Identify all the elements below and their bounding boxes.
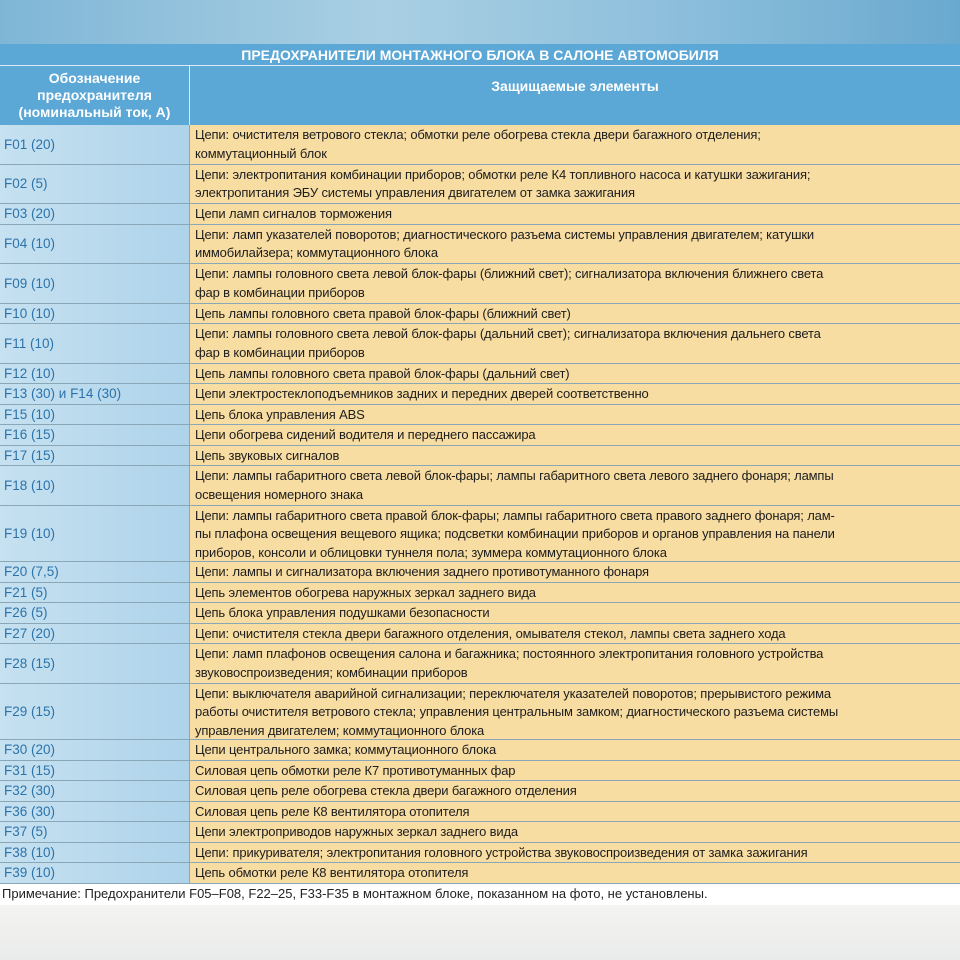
description-line: Цепи: ламп указателей поворотов; диагностического разъема системы управления двигателем; катушки <box>195 226 815 242</box>
protected-elements <box>190 384 960 404</box>
protected-elements <box>190 125 960 164</box>
table-row <box>0 562 960 583</box>
protected-elements <box>190 761 960 781</box>
fuse-designation: F39 (10) <box>0 863 190 883</box>
table-row <box>0 204 960 225</box>
fuse-designation: F03 (20) <box>0 204 190 224</box>
table-row <box>0 802 960 823</box>
table-row <box>0 466 960 506</box>
description-line: Цепи: очистителя ветрового стекла; обмотки реле обогрева стекла двери багажного отделения; <box>195 127 761 142</box>
fuse-designation: F20 (7,5) <box>0 562 190 582</box>
fuse-designation: F38 (10) <box>0 843 190 863</box>
protected-elements <box>190 822 960 842</box>
protected-elements <box>190 684 960 740</box>
table-row <box>0 583 960 604</box>
fuse-designation: F01 (20) <box>0 125 190 164</box>
table-row <box>0 822 960 843</box>
top-background <box>0 0 960 44</box>
description-line: иммобилайзера; коммутационного блока <box>195 245 438 260</box>
description-line: Цепи: электропитания комбинации приборов; обмотки реле К4 топливного насоса и катушки зажигания; <box>195 166 811 182</box>
protected-elements <box>190 364 960 384</box>
bottom-background <box>0 905 960 960</box>
protected-elements <box>190 644 960 683</box>
description-line: фар в комбинации приборов <box>195 344 365 360</box>
description-line: Цепь элементов обогрева наружных зеркал заднего вида <box>195 584 536 600</box>
table-row <box>0 863 960 884</box>
table-header <box>0 66 960 125</box>
fuse-designation: F10 (10) <box>0 304 190 324</box>
protected-elements <box>190 781 960 801</box>
table-row <box>0 364 960 385</box>
fuse-designation: F32 (30) <box>0 781 190 801</box>
table-row <box>0 781 960 802</box>
description-line: Силовая цепь реле обогрева стекла двери багажного отделения <box>195 783 577 798</box>
header-line: предохранителя <box>37 87 152 103</box>
fuse-designation: F37 (5) <box>0 822 190 842</box>
protected-elements <box>190 603 960 623</box>
description-line: коммутационный блок <box>195 145 327 161</box>
header-line: Обозначение <box>48 70 141 86</box>
fuse-designation: F17 (15) <box>0 446 190 466</box>
table-row <box>0 603 960 624</box>
description-line: Цепь звуковых сигналов <box>195 447 340 463</box>
description-line: Цепи: очистителя стекла двери багажного отделения, омывателя стекол, лампы света заднего хода <box>195 625 786 641</box>
description-line: Силовая цепь реле К8 вентилятора отопителя <box>195 803 470 819</box>
table-row <box>0 644 960 684</box>
protected-elements <box>190 225 960 264</box>
fuse-designation: F13 (30) и F14 (30) <box>0 384 190 404</box>
fuse-designation: F31 (15) <box>0 761 190 781</box>
table-row <box>0 506 960 563</box>
fuse-designation: F11 (10) <box>0 324 190 363</box>
fuse-designation: F27 (20) <box>0 624 190 644</box>
table-row <box>0 446 960 467</box>
description-line: Цепи: прикуривателя; электропитания головного устройства звуковоспроизведения от замка зажигания <box>195 844 808 860</box>
table-row <box>0 384 960 405</box>
protected-elements <box>190 802 960 822</box>
description-line: Цепи: лампы головного света левой блок-фары (дальний свет); сигнализатора включения дальнего света <box>195 326 821 341</box>
description-line: Цепи: ламп плафонов освещения салона и багажника; постоянного электропитания головного устройства <box>195 646 824 661</box>
table-row <box>0 843 960 864</box>
table-row <box>0 624 960 645</box>
fuse-designation: F09 (10) <box>0 264 190 303</box>
description-line: электропитания ЭБУ системы управления двигателем от замка зажигания <box>195 185 635 200</box>
protected-elements <box>190 405 960 425</box>
description-line: Цепи электростеклоподъемников задних и передних дверей соответственно <box>195 386 649 401</box>
description-line: Силовая цепь обмотки реле К7 противотуманных фар <box>195 762 516 778</box>
protected-elements <box>190 425 960 445</box>
description-line: управления двигателем; коммутационного блока <box>195 722 485 738</box>
protected-elements <box>190 446 960 466</box>
description-line: Цепь обмотки реле К8 вентилятора отопителя <box>195 865 469 880</box>
fuse-designation: F36 (30) <box>0 802 190 822</box>
fuse-designation: F21 (5) <box>0 583 190 603</box>
fuse-designation: F02 (5) <box>0 165 190 204</box>
fuse-designation: F30 (20) <box>0 740 190 760</box>
description-line: работы очистителя ветрового стекла; управления центральным замком; диагностического разъема системы <box>195 704 839 719</box>
description-line: Цепи ламп сигналов торможения <box>195 206 392 221</box>
fuse-table <box>0 44 960 905</box>
protected-elements <box>190 863 960 883</box>
header-fuse-designation <box>0 66 190 125</box>
protected-elements <box>190 843 960 863</box>
table-row <box>0 264 960 304</box>
protected-elements <box>190 324 960 363</box>
description-line: Цепи обогрева сидений водителя и переднего пассажира <box>195 427 536 442</box>
description-line: Цепи электроприводов наружных зеркал заднего вида <box>195 824 519 839</box>
fuse-designation: F15 (10) <box>0 405 190 425</box>
description-line: Цепи: лампы головного света левой блок-фары (ближний свет); сигнализатора включения ближнего света <box>195 266 824 281</box>
fuse-designation: F04 (10) <box>0 225 190 264</box>
header-line: (номинальный ток, А) <box>18 104 171 120</box>
table-row <box>0 165 960 205</box>
footnote: Примечание: Предохранители F05–F08, F22–25, F33-F35 в монтажном блоке, показанном на фото, не установлены. <box>2 886 708 901</box>
table-row <box>0 761 960 782</box>
description-line: фар в комбинации приборов <box>195 284 365 300</box>
fuse-designation: F19 (10) <box>0 506 190 562</box>
protected-elements <box>190 304 960 324</box>
protected-elements <box>190 506 960 562</box>
description-line: пы плафона освещения вещевого ящика; подсветки комбинации приборов и органов управления на панели <box>195 526 835 541</box>
table-row <box>0 684 960 741</box>
description-line: Цепи: лампы габаритного света правой блок-фары; лампы габаритного света правого заднего фонаря; лам- <box>195 507 835 523</box>
table-body <box>0 125 960 884</box>
protected-elements <box>190 204 960 224</box>
fuse-designation: F18 (10) <box>0 466 190 505</box>
table-row <box>0 405 960 426</box>
protected-elements <box>190 740 960 760</box>
description-line: звуковоспроизведения; комбинации приборов <box>195 664 468 680</box>
protected-elements <box>190 562 960 582</box>
description-line: Цепь блока управления ABS <box>195 406 365 422</box>
description-line: Цепи: выключателя аварийной сигнализации; переключателя указателей поворотов; прерывистого режима <box>195 685 831 701</box>
table-row <box>0 125 960 165</box>
description-line: приборов, консоли и облицовки туннеля пола; зуммера коммутационного блока <box>195 544 667 560</box>
description-line: Цепь лампы головного света правой блок-фары (ближний свет) <box>195 305 571 321</box>
table-row <box>0 225 960 265</box>
protected-elements <box>190 583 960 603</box>
description-line: Цепи: лампы и сигнализатора включения заднего противотуманного фонаря <box>195 564 649 579</box>
description-line: Цепи: лампы габаритного света левой блок-фары; лампы габаритного света левого заднего фонаря; лампы <box>195 468 834 483</box>
fuse-designation: F26 (5) <box>0 603 190 623</box>
protected-elements <box>190 165 960 204</box>
fuse-designation: F16 (15) <box>0 425 190 445</box>
protected-elements <box>190 466 960 505</box>
description-line: Цепи центрального замка; коммутационного блока <box>195 742 497 757</box>
protected-elements <box>190 624 960 644</box>
table-row <box>0 304 960 325</box>
table-row <box>0 324 960 364</box>
protected-elements <box>190 264 960 303</box>
fuse-designation: F28 (15) <box>0 644 190 683</box>
table-row <box>0 425 960 446</box>
fuse-designation: F12 (10) <box>0 364 190 384</box>
description-line: освещения номерного знака <box>195 486 363 502</box>
fuse-designation: F29 (15) <box>0 684 190 740</box>
description-line: Цепь блока управления подушками безопасности <box>195 605 490 620</box>
description-line: Цепь лампы головного света правой блок-фары (дальний свет) <box>195 365 570 381</box>
table-title: ПРЕДОХРАНИТЕЛИ МОНТАЖНОГО БЛОКА В САЛОНЕ АВТОМОБИЛЯ <box>0 44 960 66</box>
header-protected-elements: Защищаемые элементы <box>190 66 960 125</box>
table-row <box>0 740 960 761</box>
